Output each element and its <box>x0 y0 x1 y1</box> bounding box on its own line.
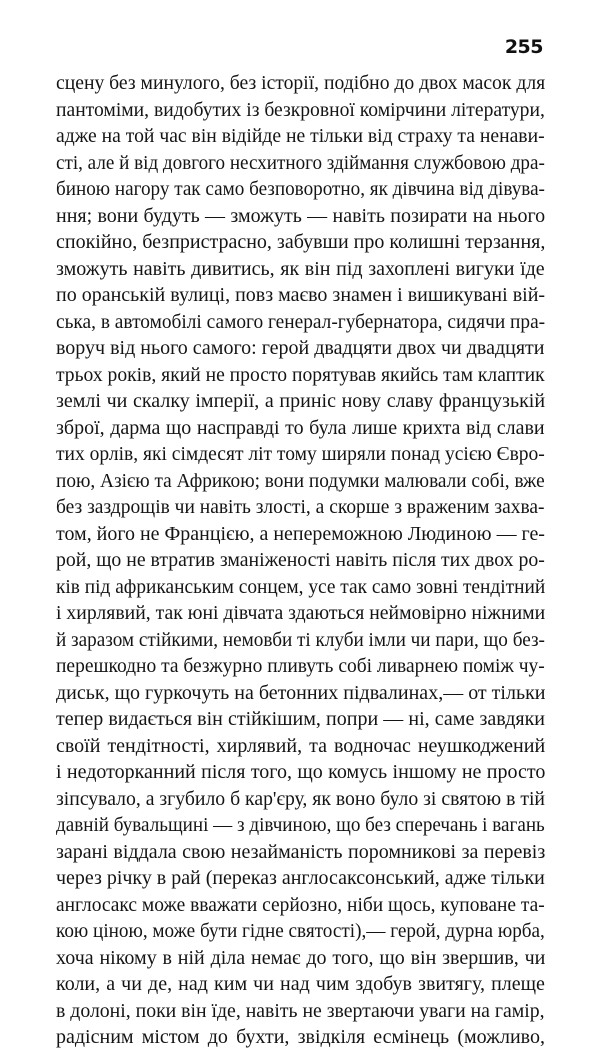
text-line: землі чи скалку імперії, а приніс нову славу французькій <box>56 390 546 412</box>
text-line: тих орлів, які сімдесят літ тому ширяли понад усією Євро- <box>56 443 545 465</box>
text-line: кою ціною, може бути гідне святості),— герой, дурна юрба, <box>56 920 545 942</box>
text-line: биною нагору так само безповоротно, як дівчина від дівува- <box>56 178 545 200</box>
text-line: в долоні, поки він їде, навіть не звертаючи уваги на гамір, <box>56 999 545 1022</box>
text-line: пантоміми, видобутих із безкровної комірчини літератури, <box>56 98 545 121</box>
text-line: англосакс може вважати серйозно, ніби щось, куповане та- <box>56 893 545 916</box>
text-line: давній бувальщині — з дівчиною, що без сперечань і вагань <box>56 814 545 836</box>
text-line: пою, Азією та Африкою; вони подумки малювали собі, вже <box>56 469 545 492</box>
text-line: воруч від нього самого: герой двадцяти двох чи двадцяти <box>56 337 545 359</box>
text-line: і хирлявий, так юні дівчата здаються неймовірно ніжними <box>56 602 546 624</box>
text-line: коли, а чи де, над ким чи над чим здобув звитягу, плеще <box>56 973 545 995</box>
text-line: і недоторканний після того, що комусь іншому не просто <box>56 761 546 783</box>
text-line: зарані віддала свою незайманість поромникові за перевіз <box>56 840 546 863</box>
text-line: спокійно, безпристрасно, забувши про колишні терзання, <box>56 231 546 253</box>
text-line: перешкодно та безжурно пливуть собі ливарнею поміж чу- <box>56 655 545 677</box>
text-line: ння; вони будуть — зможуть — навіть позирати на нього <box>56 204 546 227</box>
text-line: адже на той час він відійде не тільки від страху та ненави- <box>56 125 545 147</box>
text-line: трьох років, який не просто порятував якийсь там клаптик <box>56 363 545 386</box>
text-line: ків під африканським сонцем, усе так само зовні тендітний <box>56 575 546 598</box>
text-line: й заразом стійкими, немовби ті клуби імли чи пари, що без- <box>56 628 545 651</box>
text-line: тепер видається він стійкішим, попри — ні, саме завдяки <box>56 708 545 730</box>
text-line: зможуть навіть дивитись, як він під захоплені вигуки їде <box>56 257 545 280</box>
text-line: рой, що не втратив зманіженості навіть після тих двох ро- <box>56 549 545 571</box>
body-text <box>56 70 545 1051</box>
page-number: 255 <box>504 36 543 58</box>
text-line: радісним містом до бухти, звідкіля есмінець (можливо, <box>56 1026 545 1048</box>
text-line: по оранській вулиці, повз маєво знамен і вишикувані вій- <box>56 284 546 306</box>
text-line: зброї, дарма що насправді то була лише крихта від слави <box>56 416 545 439</box>
text-line: своїй тендітності, хирлявий, та водночас неушкоджений <box>56 734 546 757</box>
text-line: через річку в рай (переказ англосаксонський, адже тільки <box>56 867 545 889</box>
text-line: без заздрощів чи навіть злості, а скорше з враженим захва- <box>56 496 545 518</box>
text-line: том, його не Францією, а непереможною Людиною — ге- <box>56 522 545 545</box>
text-line: диськ, що гуркочуть на бетонних підвалинах,— от тільки <box>56 681 546 704</box>
text-line: зіпсувало, а згубило б кар'єру, як воно було зі святою в тій <box>56 787 545 810</box>
text-line: хоча нікому в ній діла немає до того, що він звершив, чи <box>56 946 546 969</box>
text-line: сті, але й від довгого несхитного здіймання службовою дра- <box>56 151 545 174</box>
text-line: ська, в автомобілі самого генерал-губернатора, сидячи пра- <box>56 310 546 333</box>
text-line: сцену без минулого, без історії, подібно до двох масок для <box>56 72 546 94</box>
